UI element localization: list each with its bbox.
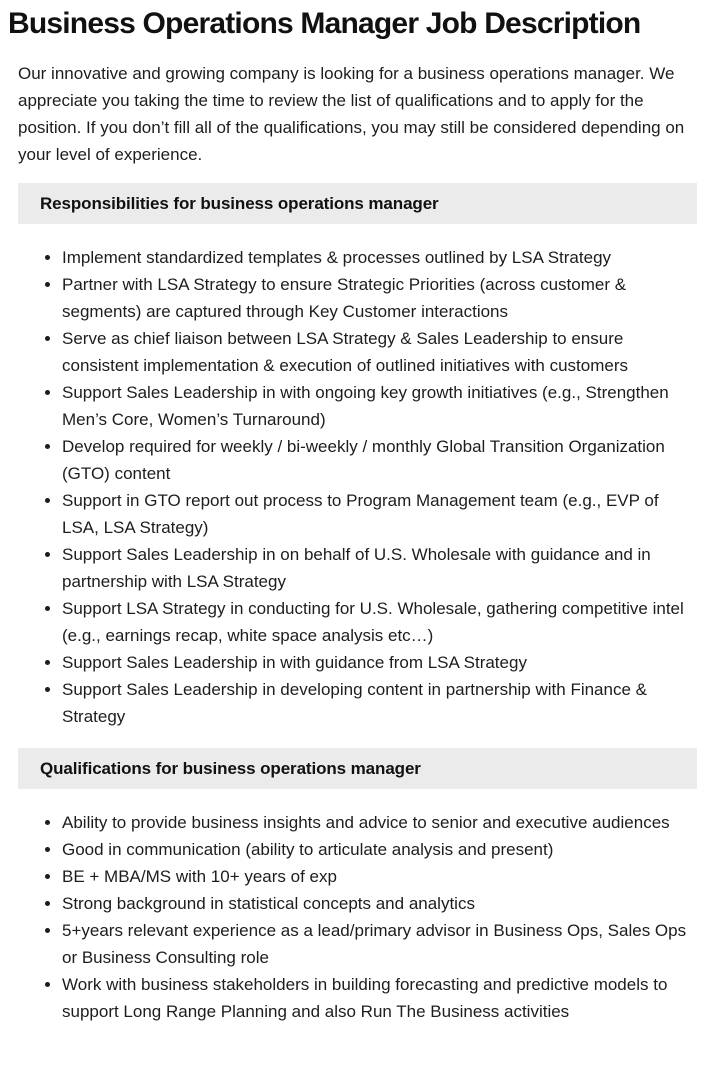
qualifications-list (18, 809, 700, 1025)
list-item: Support Sales Leadership in with guidance from LSA Strategy (62, 649, 692, 676)
section-qualifications (18, 748, 700, 1025)
qualifications-header-bar (18, 748, 697, 789)
page-title: Business Operations Manager Job Description (8, 7, 641, 40)
list-item: Partner with LSA Strategy to ensure Strategic Priorities (across customer & segments) are captured through Key Customer interactions (62, 271, 692, 325)
list-item: Ability to provide business insights and advice to senior and executive audiences (62, 809, 692, 836)
list-item: Implement standardized templates & processes outlined by LSA Strategy (62, 244, 692, 271)
list-item: Develop required for weekly / bi-weekly / monthly Global Transition Organization (GTO) content (62, 433, 692, 487)
list-item: Support LSA Strategy in conducting for U.S. Wholesale, gathering competitive intel (e.g., earnings recap, white space analysis etc…) (62, 595, 692, 649)
list-item: Strong background in statistical concepts and analytics (62, 890, 692, 917)
list-item: Support Sales Leadership in on behalf of U.S. Wholesale with guidance and in partnership with LSA Strategy (62, 541, 692, 595)
list-item: 5+years relevant experience as a lead/primary advisor in Business Ops, Sales Ops or Business Consulting role (62, 917, 692, 971)
intro-paragraph: Our innovative and growing company is looking for a business operations manager. We appreciate you taking the time to review the list of qualifications and to apply for the position. If you don’t fill all of the qualifications, you may still be considered depending on your level of experience. (18, 64, 685, 164)
section-responsibilities (18, 183, 700, 730)
qualifications-heading: Qualifications for business operations manager (40, 758, 421, 778)
list-item: Good in communication (ability to articulate analysis and present) (62, 836, 692, 863)
responsibilities-header-bar (18, 183, 697, 224)
list-item: Support Sales Leadership in developing content in partnership with Finance & Strategy (62, 676, 692, 730)
responsibilities-list (18, 244, 700, 730)
list-item: Support Sales Leadership in with ongoing key growth initiatives (e.g., Strengthen Men’s Core, Women’s Turnaround) (62, 379, 692, 433)
list-item: BE + MBA/MS with 10+ years of exp (62, 863, 692, 890)
list-item: Serve as chief liaison between LSA Strategy & Sales Leadership to ensure consistent implementation & execution of outlined initiatives with customers (62, 325, 692, 379)
list-item: Support in GTO report out process to Program Management team (e.g., EVP of LSA, LSA Strategy) (62, 487, 692, 541)
responsibilities-heading: Responsibilities for business operations manager (40, 193, 439, 213)
list-item: Work with business stakeholders in building forecasting and predictive models to support Long Range Planning and also Run The Business activities (62, 971, 692, 1025)
